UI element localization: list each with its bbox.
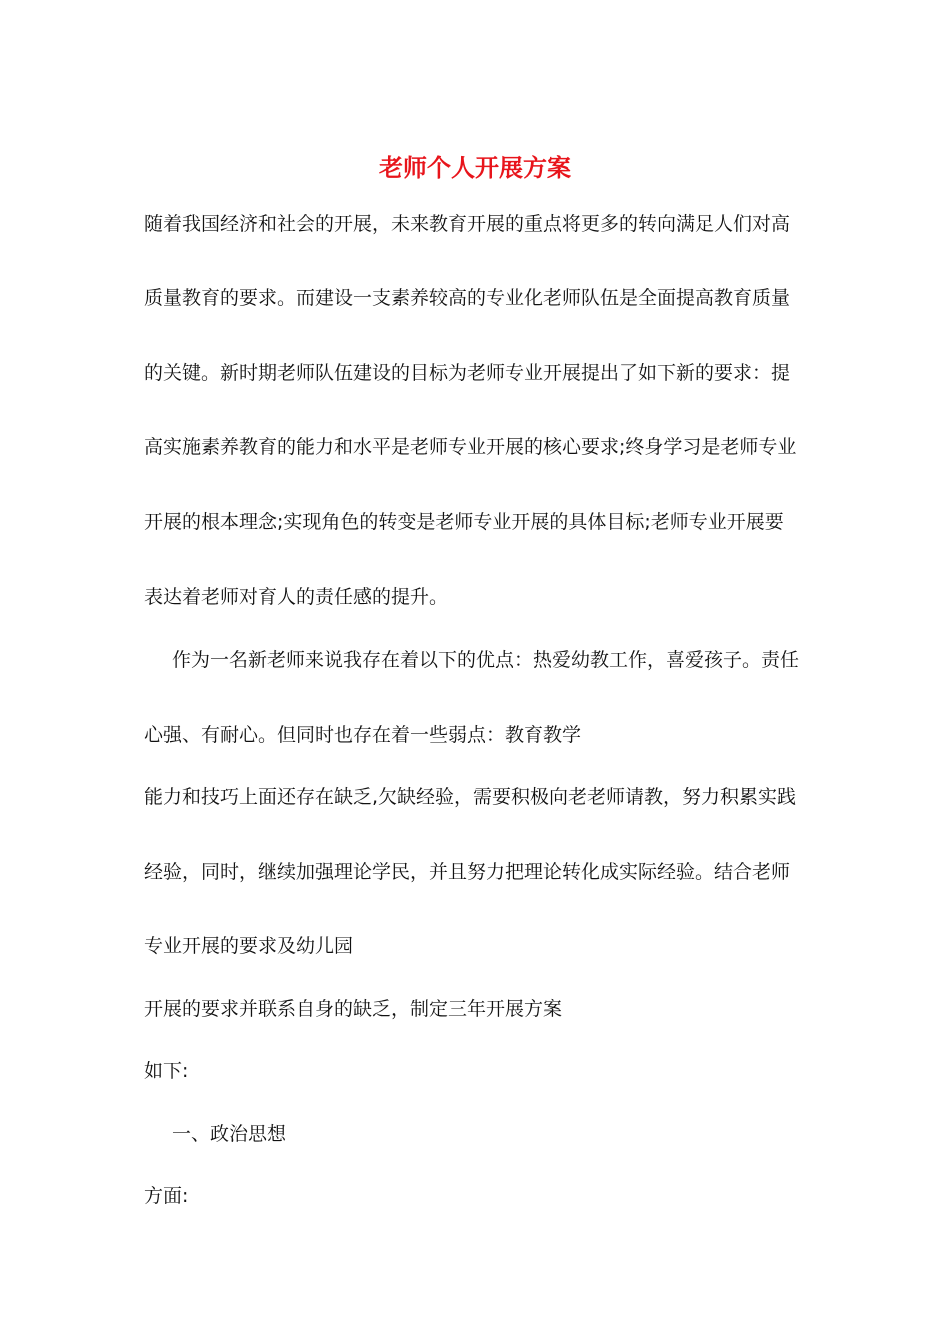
paragraph-line: 随着我国经济和社会的开展，未来教育开展的重点将更多的转向满足人们对高 [144,213,791,235]
paragraph-line: 方面: [144,1185,189,1207]
paragraph-line: 高实施素养教育的能力和水平是老师专业开展的核心要求;终身学习是老师专业 [144,436,797,458]
paragraph-line: 如下: [144,1060,189,1082]
paragraph-line: 专业开展的要求及幼儿园 [144,935,354,957]
document-title: 老师个人开展方案 [379,153,571,182]
paragraph-line: 经验，同时，继续加强理论学民，并且努力把理论转化成实际经验。结合老师 [144,861,791,883]
paragraph-line: 质量教育的要求。而建设一支素养较高的专业化老师队伍是全面提高教育质量 [144,287,791,309]
section-heading: 一、政治思想 [172,1123,287,1145]
paragraph-line: 表达着老师对育人的责任感的提升。 [144,586,449,608]
paragraph-line: 能力和技巧上面还存在缺乏,欠缺经验，需要积极向老老师请教，努力积累实践 [144,786,797,808]
paragraph-line: 心强、有耐心。但同时也存在着一些弱点：教育教学 [144,724,582,746]
paragraph-line: 开展的要求并联系自身的缺乏，制定三年开展方案 [144,998,563,1020]
paragraph-line: 作为一名新老师来说我存在着以下的优点：热爱幼教工作，喜爱孩子。责任 [172,649,800,671]
paragraph-line: 的关键。新时期老师队伍建设的目标为老师专业开展提出了如下新的要求：提 [144,362,791,384]
paragraph-line: 开展的根本理念;实现角色的转变是老师专业开展的具体目标;老师专业开展要 [144,511,784,533]
